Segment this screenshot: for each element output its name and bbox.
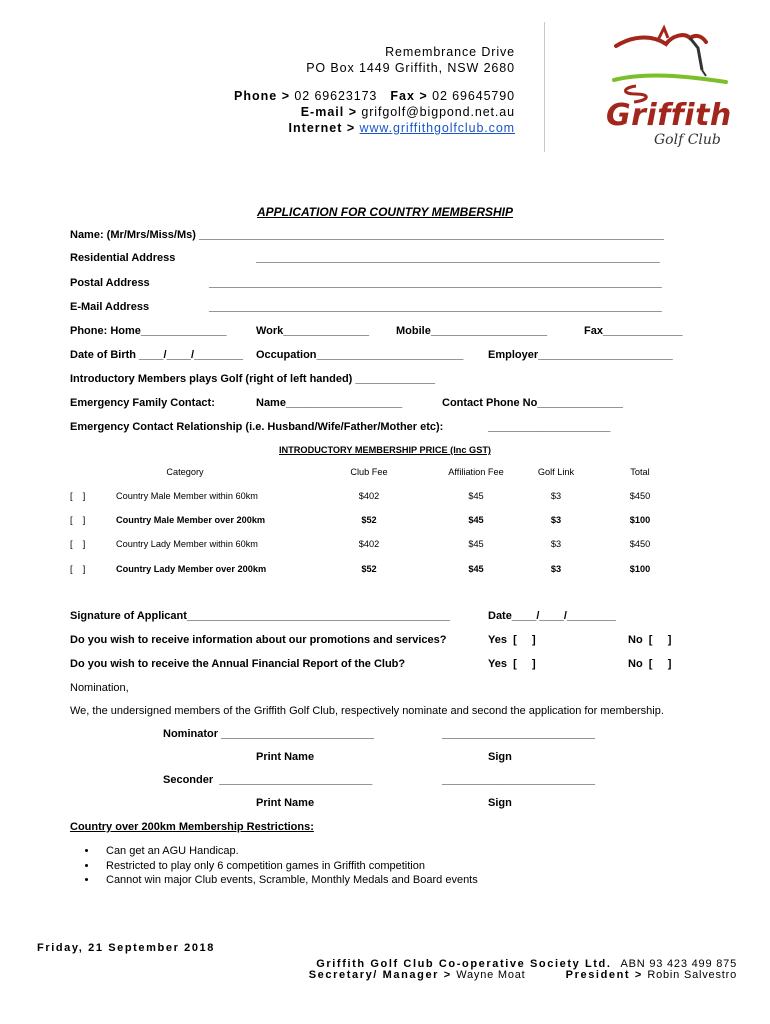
club-contacts	[234, 88, 515, 136]
total-fee: $100	[629, 564, 651, 574]
club-address	[306, 44, 515, 76]
club-fee: $402	[358, 491, 380, 501]
email-line	[234, 104, 515, 120]
phone-line	[234, 88, 515, 104]
abn: ABN 93 423 499 875	[620, 958, 737, 970]
residential-address-field[interactable]: __________________________________________________________________	[256, 252, 660, 264]
header-golf-link: Golf Link	[537, 467, 575, 477]
date-of-birth-field[interactable]: Date of Birth ____/____/________	[70, 349, 244, 361]
nominator-field[interactable]: Nominator _________________________	[163, 728, 374, 740]
category-name: Country Lady Member over 200km	[116, 564, 267, 574]
postal-address-label: Postal Address	[70, 277, 150, 289]
relationship-field[interactable]: ____________________	[488, 421, 611, 433]
header-affiliation-fee: Affiliation Fee	[448, 467, 504, 477]
affiliation-fee: $45	[468, 491, 484, 501]
secretary-name: Wayne Moat	[456, 969, 526, 981]
email-address-field[interactable]: __________________________________________________________________________	[209, 301, 662, 313]
affiliation-fee: $45	[468, 539, 484, 549]
signature-field[interactable]: Signature of Applicant___________________________________________	[70, 610, 450, 622]
occupation-field[interactable]: Occupation________________________	[256, 349, 464, 361]
form-title: APPLICATION FOR COUNTRY MEMBERSHIP	[256, 205, 513, 219]
nomination-label: Nomination,	[70, 682, 129, 694]
fax-field[interactable]: Fax_____________	[584, 325, 683, 337]
nomination-text: We, the undersigned members of the Griffith Golf Club, respectively nominate and second the application for membership.	[70, 705, 664, 717]
president-name: Robin Salvestro	[647, 969, 737, 981]
emergency-name-field[interactable]: Name___________________	[256, 397, 403, 409]
handedness-field[interactable]: Introductory Members plays Golf (right of left handed) _____________	[70, 373, 435, 385]
list-item: • Cannot win major Club events, Scramble, Monthly Medals and Board events	[98, 873, 730, 888]
affiliation-fee: $45	[468, 515, 484, 525]
president-label: President >	[565, 969, 643, 981]
financial-report-yes-checkbox[interactable]: Yes [ ]	[488, 658, 536, 670]
promotions-no-checkbox[interactable]: No [ ]	[628, 634, 672, 646]
club-fee: $402	[358, 539, 380, 549]
seconder-sign-field[interactable]: _________________________	[442, 774, 595, 786]
total-fee: $450	[629, 539, 651, 549]
affiliation-fee: $45	[468, 564, 484, 574]
golf-link-fee: $3	[550, 515, 562, 525]
phone-work-field[interactable]: Work______________	[256, 325, 369, 337]
total-fee: $100	[629, 515, 651, 525]
signature-date-field[interactable]: Date____/____/________	[488, 610, 616, 622]
email-address: grifgolf@bigpond.net.au	[361, 105, 515, 119]
pricing-title: INTRODUCTORY MEMBERSHIP PRICE (Inc GST)	[278, 445, 491, 455]
category-checkbox[interactable]: [ ]	[70, 515, 86, 525]
society-name: Griffith Golf Club Co-operative Society Ltd.	[316, 958, 612, 970]
seconder-print-name-label: Print Name	[256, 797, 315, 809]
name-field[interactable]: Name: (Mr/Mrs/Miss/Ms) ____________________________________________________________________________	[70, 229, 664, 241]
header-divider	[544, 22, 545, 152]
seconder-sign-label: Sign	[488, 797, 512, 809]
list-item: • Can get an AGU Handicap.	[98, 844, 730, 859]
golf-link-fee: $3	[550, 539, 562, 549]
golf-link-fee: $3	[550, 491, 562, 501]
fax-label: Fax >	[390, 89, 428, 103]
club-fee: $52	[361, 564, 377, 574]
seconder-field[interactable]: Seconder _________________________	[163, 774, 373, 786]
footer-date: Friday, 21 September 2018	[37, 942, 215, 954]
phone-home-field[interactable]: Phone: Home______________	[70, 325, 227, 337]
promotions-question: Do you wish to receive information about our promotions and services?	[70, 634, 447, 646]
golf-link-fee: $3	[550, 564, 562, 574]
street-address: Remembrance Drive	[385, 45, 515, 59]
logo-subtitle: Golf Club	[654, 132, 721, 148]
list-item: • Restricted to play only 6 competition games in Griffith competition	[98, 859, 730, 874]
category-name: Country Male Member within 60km	[116, 491, 258, 501]
category-checkbox[interactable]: [ ]	[70, 491, 86, 501]
website-link[interactable]: www.griffithgolfclub.com	[359, 121, 515, 135]
fax-number: 02 69645790	[432, 89, 515, 103]
category-checkbox[interactable]: [ ]	[70, 564, 86, 574]
header-club-fee: Club Fee	[350, 467, 388, 477]
total-fee: $450	[629, 491, 651, 501]
po-box-address: PO Box 1449 Griffith, NSW 2680	[306, 61, 515, 75]
nominator-print-name-label: Print Name	[256, 751, 315, 763]
officers-line	[309, 969, 737, 981]
phone-mobile-field[interactable]: Mobile___________________	[396, 325, 548, 337]
email-label: E-mail >	[300, 105, 357, 119]
postal-address-field[interactable]: __________________________________________________________________________	[209, 277, 662, 289]
phone-number: 02 69623173	[294, 89, 378, 103]
emergency-phone-field[interactable]: Contact Phone No______________	[442, 397, 623, 409]
category-name: Country Lady Member within 60km	[116, 539, 258, 549]
header-category: Category	[166, 467, 204, 477]
relationship-label: Emergency Contact Relationship (i.e. Husband/Wife/Father/Mother etc):	[70, 421, 444, 433]
logo-wordmark: Griffith	[606, 98, 732, 133]
internet-line	[234, 120, 515, 136]
category-name: Country Male Member over 200km	[116, 515, 266, 525]
header-total: Total	[630, 467, 650, 477]
internet-label: Internet >	[288, 121, 356, 135]
restrictions-title: Country over 200km Membership Restrictions:	[70, 821, 314, 833]
nominator-sign-label: Sign	[488, 751, 512, 763]
promotions-yes-checkbox[interactable]: Yes [ ]	[488, 634, 536, 646]
secretary-label: Secretary/ Manager >	[308, 969, 452, 981]
griffith-golf-club-logo	[606, 24, 746, 159]
nominator-sign-field[interactable]: _________________________	[442, 728, 595, 740]
residential-address-label: Residential Address	[70, 252, 176, 264]
financial-report-no-checkbox[interactable]: No [ ]	[628, 658, 672, 670]
category-checkbox[interactable]: [ ]	[70, 539, 86, 549]
phone-label: Phone >	[234, 89, 290, 103]
restrictions-list	[70, 844, 730, 888]
emergency-contact-label: Emergency Family Contact:	[70, 397, 215, 409]
club-fee: $52	[361, 515, 377, 525]
email-address-label: E-Mail Address	[70, 301, 150, 313]
employer-field[interactable]: Employer______________________	[488, 349, 673, 361]
financial-report-question: Do you wish to receive the Annual Financial Report of the Club?	[70, 658, 406, 670]
